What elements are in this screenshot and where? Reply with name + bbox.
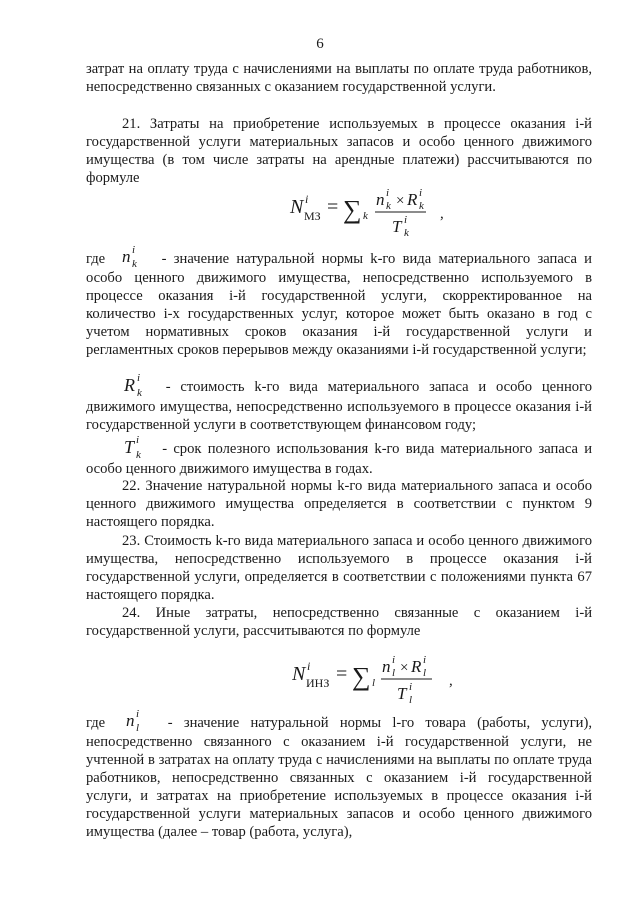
where-word: где [86,251,106,267]
formula2-lhs: N [292,663,306,685]
formula2-num-r: R [411,657,422,676]
formula1-sum-index: k [363,210,368,222]
page-number: 6 [316,36,324,52]
formula1-num-n-sup: i [386,187,390,199]
formula1-lhs-sub: МЗ [304,209,321,223]
formula1-sum-sign: ∑ [343,195,362,224]
formula1-num-r-sup: i [419,187,423,199]
formula2-den-sup: i [409,681,413,693]
paragraph-21: 21. Затраты на приобретение используемых в процессе оказания i-й государственной услуги материальных запасов и особо ценного движимого имущества (в том числе затраты на арендные платежи) рассчитываются по формуле [86,116,592,186]
formula2-sum-index: l [372,677,376,689]
svg-text:i: i [136,709,140,720]
definition-n-l [86,709,592,841]
formula2-num-r-sup: i [423,654,427,666]
svg-text:l: l [136,722,140,733]
definition-r-k-text: - стоимость k-го вида материального запаса и особо ценного движимого имущества, непосредственно используемого в процессе оказания i-й государственной услуги в соответствующем финансовом году; [86,379,592,433]
svg-text:k: k [136,449,141,460]
definition-n-k-text: - значение натуральной нормы k-го вида материального запаса и особо ценного движимого имущества, непосредственно используемого в процессе оказания i-й государственной услуги, скорректированное на количество i-х государственных услуг, которое может быть оказано в год с учетом нормативных сроков оказания i-й государственной услуги и регламентных сроков перерывов между оказаниями i-й государственной услуги; [86,251,592,358]
definition-n-k [86,245,592,359]
formula1-comma: , [440,206,444,222]
symbol-r-k [122,372,152,398]
formula1-num-r-sub: k [419,200,424,212]
svg-text:T: T [124,437,135,457]
svg-text:i: i [136,434,140,446]
formula1-num-n-sub: k [386,200,391,212]
paragraph-24: 24. Иные затраты, непосредственно связанные с оказанием i-й государственной услуги, рассчитываются по формуле [86,605,592,639]
formula2-num-n: n [382,657,391,676]
formula1-den-sub: k [404,227,409,239]
formula2-eq: = [336,663,348,685]
definition-r-k [86,372,592,434]
symbol-t-k [122,434,152,460]
svg-text:R: R [124,375,135,395]
formula1-den-sup: i [404,214,408,226]
formula2-den-sub: l [409,694,413,706]
svg-text:n: n [122,247,131,266]
formula2-comma: , [449,673,453,689]
formula1-times: × [396,193,405,209]
formula2-lhs-sup: i [307,659,311,673]
formula2-num-r-sub: l [423,667,427,679]
formula2-num-n-sub: l [392,667,396,679]
formula-materials [280,178,460,242]
svg-text:n: n [126,711,135,730]
paragraph-22: 22. Значение натуральной нормы k-го вида материального запаса и особо ценного движимого имущества определяется в соответствии с пунктом 9 настоящего порядка. [86,478,592,530]
intro-paragraph: затрат на оплату труда с начислениями на выплаты по оплате труда работников, непосредственно связанных с оказанием государственной услуги. [86,61,592,95]
formula1-eq: = [327,196,339,218]
where-word-2: где [86,715,106,731]
definition-n-l-text: - значение натуральной нормы l-го товара (работы, услуги), непосредственно связанного с оказанием i-й государственной услуги, не учтенной в затратах на оплату труда с начислениями на выплаты по оплате труда работников, непосредственно связанных с оказанием i-й государственной услуги, и затратах на приобретение используемых в процессе оказания i-й государственной услуги материальных запасов и особо ценного движимого имущества (далее – товар (работа, услуга), [86,715,593,840]
symbol-n-l [124,709,152,733]
symbol-n-k [120,245,150,269]
formula-other-costs [292,642,472,708]
svg-text:k: k [132,258,138,269]
definition-t-k [86,434,592,478]
svg-text:k: k [137,387,142,398]
formula2-sum-sign: ∑ [352,662,371,691]
formula2-num-n-sup: i [392,654,396,666]
formula1-lhs-sup: i [305,192,309,206]
formula1-lhs: N [290,196,304,218]
paragraph-23: 23. Стоимость k-го вида материального запаса и особо ценного движимого имущества, непосредственно используемого в процессе оказания i-й государственной услуги, определяется в соответствии с положениями пункта 67 настоящего порядка. [86,533,592,603]
svg-text:i: i [132,245,136,256]
definition-t-k-text: - срок полезного использования k-го вида материального запаса и особо ценного движимого имущества в годах. [86,441,593,477]
formula2-lhs-sub: ИНЗ [306,676,330,690]
formula2-den-t: T [397,684,407,703]
formula1-den-t: T [392,217,402,236]
formula1-num-r: R [407,190,418,209]
formula2-times: × [400,660,409,676]
svg-text:i: i [137,372,141,384]
formula1-num-n: n [376,190,385,209]
